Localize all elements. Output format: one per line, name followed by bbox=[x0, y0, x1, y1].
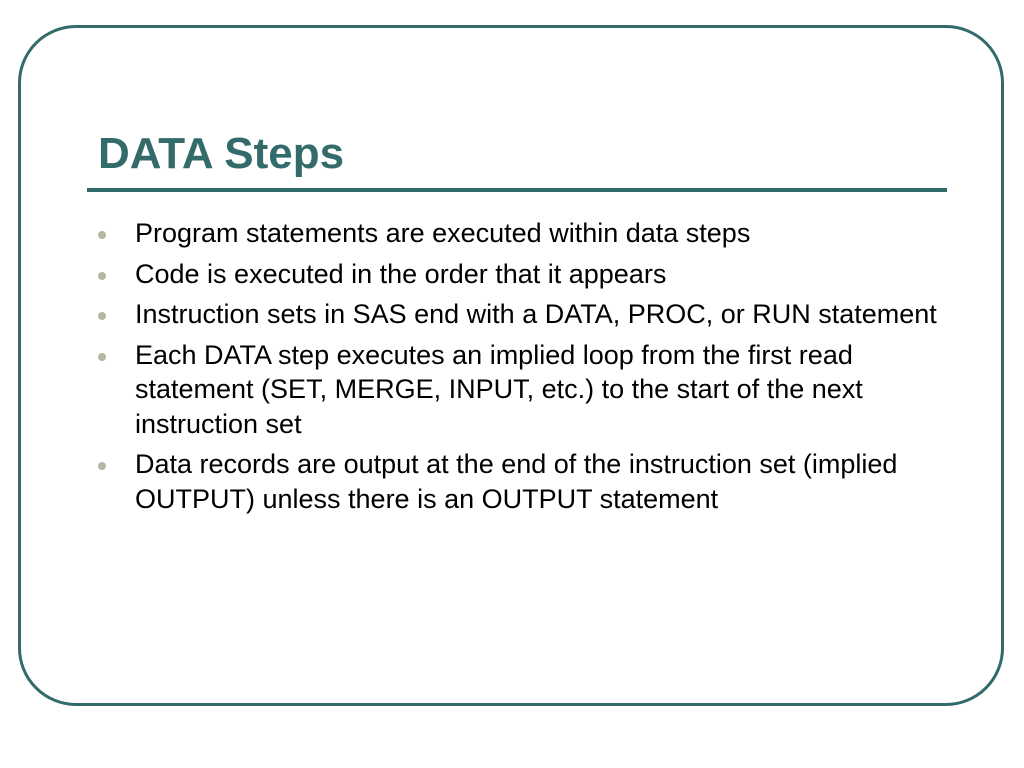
bullet-text: Code is executed in the order that it appears bbox=[135, 258, 667, 289]
bullet-dot-icon bbox=[98, 353, 106, 361]
bullet-item bbox=[98, 297, 938, 332]
bullet-item bbox=[98, 216, 938, 251]
bullet-dot-icon bbox=[98, 462, 106, 470]
bullet-item bbox=[98, 338, 938, 442]
bullet-text: Each DATA step executes an implied loop from the first read statement (SET, MERGE, INPUT, etc.) to the start of the next instruction set bbox=[135, 339, 863, 439]
bullet-dot-icon bbox=[98, 231, 106, 239]
slide-title: DATA Steps bbox=[98, 129, 345, 178]
bullet-item bbox=[98, 257, 938, 292]
bullet-list bbox=[98, 216, 938, 522]
bullet-text: Instruction sets in SAS end with a DATA, PROC, or RUN statement bbox=[135, 299, 937, 329]
bullet-text: Program statements are executed within data steps bbox=[135, 218, 751, 248]
bullet-item bbox=[98, 447, 938, 516]
title-underline bbox=[87, 188, 947, 192]
bullet-text: Data records are output at the end of the instruction set (implied OUTPUT) unless there is an OUTPUT statement bbox=[135, 449, 898, 514]
bullet-dot-icon bbox=[98, 312, 106, 320]
bullet-dot-icon bbox=[98, 272, 106, 280]
